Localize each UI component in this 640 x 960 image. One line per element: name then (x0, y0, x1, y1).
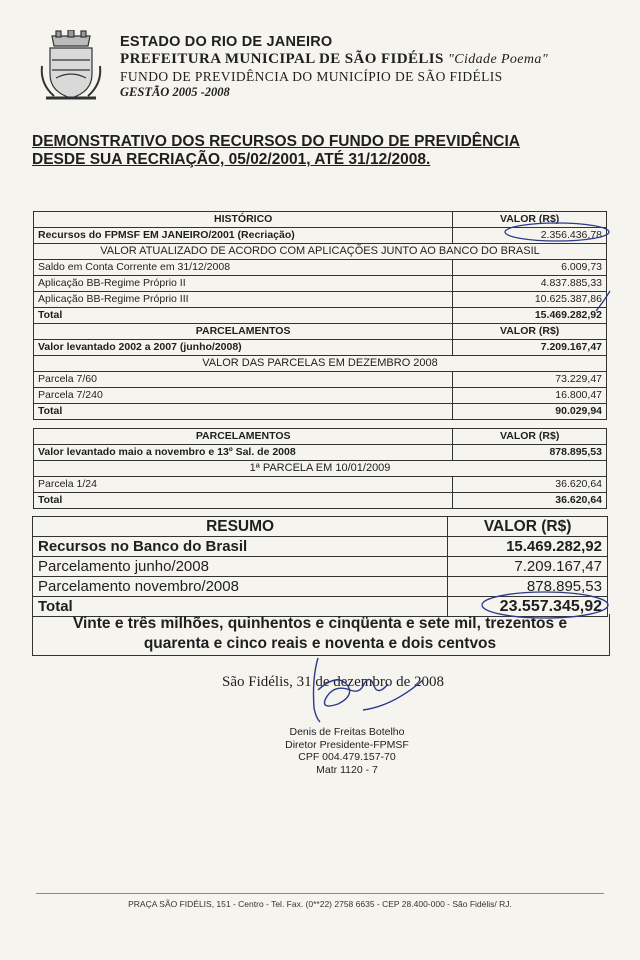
table-row (34, 292, 607, 308)
total-row (34, 493, 607, 509)
signer-name: Denis de Freitas Botelho (289, 726, 405, 738)
subheading-row (34, 356, 607, 372)
row-value: 878.895,53 (453, 445, 607, 461)
row-label: Parcela 7/60 (34, 372, 453, 388)
table-subheading: VALOR ATUALIZADO DE ACORDO COM APLICAÇÕES JUNTO AO BANCO DO BRASIL (34, 244, 607, 260)
row-label: Aplicação BB-Regime Próprio II (34, 276, 453, 292)
table-row (33, 577, 608, 597)
state-name: ESTADO DO RIO DE JANEIRO (120, 34, 333, 50)
signer-registration: Matr 1120 - 7 (316, 763, 378, 776)
signer-cpf: CPF 004.479.157-70 (298, 751, 396, 763)
row-label: Parcelamento novembro/2008 (33, 577, 448, 597)
table-header-row (34, 324, 607, 340)
table-row (34, 260, 607, 276)
signer-role: Diretor Presidente-FPMSF (285, 738, 409, 751)
row-value: 878.895,53 (448, 577, 608, 597)
row-label: Recursos no Banco do Brasil (33, 537, 448, 557)
prefecture-text: PREFEITURA MUNICIPAL DE SÃO FIDÉLIS (120, 51, 444, 68)
table-row (34, 445, 607, 461)
total-value: 15.469.282,92 (453, 308, 607, 324)
row-label: Aplicação BB-Regime Próprio III (34, 292, 453, 308)
document-title (32, 133, 592, 169)
table-subheading: VALOR DAS PARCELAS EM DEZEMBRO 2008 (34, 356, 607, 372)
row-value: 36.620,64 (453, 477, 607, 493)
column-header: PARCELAMENTOS (34, 429, 453, 445)
table-row (34, 477, 607, 493)
row-value: 4.837.885,33 (453, 276, 607, 292)
table-row (34, 388, 607, 404)
handwritten-signature (268, 650, 438, 730)
table-subheading: 1ª PARCELA EM 10/01/2009 (34, 461, 607, 477)
amount-in-words (32, 614, 608, 654)
title-line-2: DESDE SUA RECRIAÇÃO, 05/02/2001, ATÉ 31/12/2008. (32, 151, 431, 169)
amount-in-words-line-1: Vinte e três milhões, quinhentos e cinqüenta e sete mil, trezentos e (72, 615, 568, 632)
row-value: 15.469.282,92 (448, 537, 608, 557)
column-header: VALOR (R$) (448, 517, 608, 537)
row-label: Valor levantado maio a novembro e 13º Sal. de 2008 (34, 445, 453, 461)
column-header: VALOR (R$) (453, 324, 607, 340)
table-row (33, 537, 608, 557)
row-value: 16.800,47 (453, 388, 607, 404)
municipal-coat-of-arms-icon (38, 30, 104, 104)
column-header: VALOR (R$) (453, 429, 607, 445)
table-row (34, 372, 607, 388)
fund-name: FUNDO DE PREVIDÊNCIA DO MUNICÍPIO DE SÃO FIDÉLIS (120, 68, 503, 84)
total-label: Total (33, 597, 448, 617)
total-label: Total (34, 493, 453, 509)
column-header: VALOR (R$) (453, 212, 607, 228)
row-value: 73.229,47 (453, 372, 607, 388)
table-header-row (34, 429, 607, 445)
row-value: 6.009,73 (453, 260, 607, 276)
table-row (34, 340, 607, 356)
history-table (33, 211, 607, 324)
row-label: Parcela 7/240 (34, 388, 453, 404)
footer-address: PRAÇA SÃO FIDÉLIS, 151 - Centro - Tel. Fax. (0**22) 2758 6635 - CEP 28.400-000 - São Fidélis/ RJ. (128, 899, 512, 909)
table-header-row (34, 212, 607, 228)
column-header: PARCELAMENTOS (34, 324, 453, 340)
row-value: 10.625.387,86 (453, 292, 607, 308)
total-row (34, 308, 607, 324)
letterhead (120, 34, 548, 99)
place-and-date: São Fidélis, 31 de dezembro de 2008 (222, 674, 445, 690)
total-value: 90.029,94 (453, 404, 607, 420)
title-line-1: DEMONSTRATIVO DOS RECURSOS DO FUNDO DE PREVIDÊNCIA (32, 133, 521, 150)
amount-in-words-line-2: quarenta e cinco reais e noventa e dois centvos (143, 635, 497, 652)
subheading-row (34, 244, 607, 260)
administration-period: GESTÃO 2005 -2008 (120, 84, 230, 99)
row-label: Recursos do FPMSF EM JANEIRO/2001 (Recriação) (34, 228, 453, 244)
total-label: Total (34, 404, 453, 420)
table-row (34, 228, 607, 244)
table-row (34, 276, 607, 292)
column-header: RESUMO (33, 517, 448, 537)
prefecture-name (120, 51, 548, 69)
city-motto: "Cidade Poema" (447, 52, 549, 68)
row-value: 7.209.167,47 (448, 557, 608, 577)
row-label: Saldo em Conta Corrente em 31/12/2008 (34, 260, 453, 276)
row-value: 2.356.436,78 (453, 228, 607, 244)
total-value: 23.557.345,92 (448, 597, 608, 617)
row-label: Parcelamento junho/2008 (33, 557, 448, 577)
total-row (34, 404, 607, 420)
total-value: 36.620,64 (453, 493, 607, 509)
footer-divider (36, 893, 604, 894)
column-header: HISTÓRICO (34, 212, 453, 228)
row-value: 7.209.167,47 (453, 340, 607, 356)
installments-table-nov-2008 (33, 428, 607, 509)
installments-table-2008 (33, 323, 607, 420)
table-row (33, 557, 608, 577)
row-label: Valor levantado 2002 a 2007 (junho/2008) (34, 340, 453, 356)
signer-block (282, 726, 412, 776)
subheading-row (34, 461, 607, 477)
table-header-row (33, 517, 608, 537)
summary-table (32, 516, 608, 617)
row-label: Parcela 1/24 (34, 477, 453, 493)
total-label: Total (34, 308, 453, 324)
